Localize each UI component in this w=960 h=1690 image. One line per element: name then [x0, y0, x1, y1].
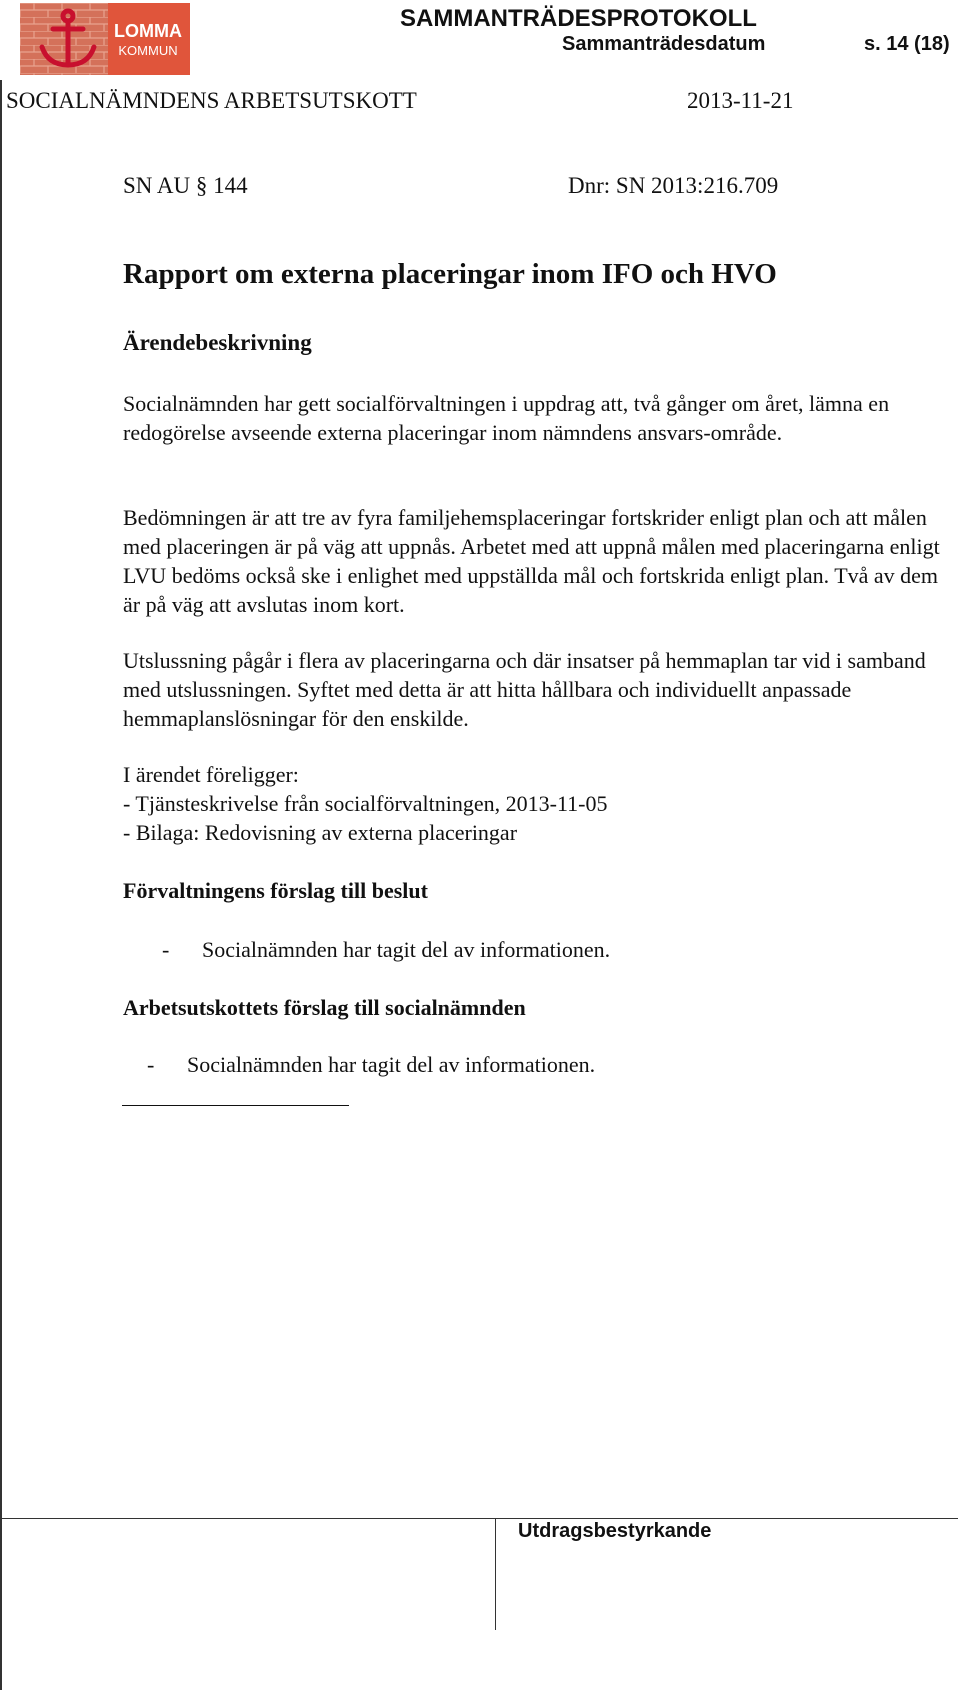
footer-divider	[495, 1518, 496, 1630]
certification-label: Utdragsbestyrkande	[518, 1520, 712, 1542]
case-title: Rapport om externa placeringar inom IFO och HVO	[123, 258, 777, 290]
bullet-dash: -	[147, 1052, 155, 1077]
committee-proposal-heading: Arbetsutskottets förslag till socialnämnden	[123, 995, 526, 1020]
committee-name: SOCIALNÄMNDENS ARBETSUTSKOTT	[6, 88, 417, 113]
document-type: SAMMANTRÄDESPROTOKOLL	[400, 5, 757, 32]
diary-number: Dnr: SN 2013:216.709	[568, 173, 779, 198]
paragraph-reference: SN AU § 144	[123, 173, 248, 198]
meeting-date: 2013-11-21	[687, 88, 794, 113]
case-paragraph-1: Socialnämnden har gett socialförvaltningen i uppdrag att, två gånger om året, lämna en redogörelse avseende externa placeringar inom nämndens ansvars-område.	[123, 391, 890, 445]
logo-name: LOMMA	[114, 21, 182, 41]
administration-proposal-item: Socialnämnden har tagit del av informationen.	[202, 937, 611, 962]
document-item: - Tjänsteskrivelse från socialförvaltningen, 2013-11-05	[123, 791, 608, 816]
case-paragraph-2: Bedömningen är att tre av fyra familjehemsplaceringar fortskrider enligt plan och att målen med placeringen är på väg att uppnås. Arbetet med att uppnå målen med placeringarna enligt LVU bedöms också ske i enlighet med uppställda mål och fortskrida enligt plan. Två av dem är på väg att avslutas inom kort.	[123, 505, 940, 617]
case-paragraph-3: Utslussning pågår i flera av placeringarna och där insatser på hemmaplan tar vid i samband med utslussningen. Syftet med detta är att hitta hållbara och individuellt anpassade hemmaplanslösningar för den enskilde.	[123, 648, 926, 731]
meeting-date-label: Sammanträdesdatum	[562, 33, 766, 55]
left-margin-rule	[0, 80, 2, 1690]
signature-line	[122, 1105, 349, 1106]
bullet-dash: -	[162, 937, 170, 962]
page-number: s. 14 (18)	[864, 33, 950, 55]
documents-intro: I ärendet föreligger:	[123, 762, 299, 787]
logo-sub: KOMMUN	[118, 43, 178, 58]
footer-rule	[0, 1518, 958, 1519]
document-item: - Bilaga: Redovisning av externa placeringar	[123, 820, 518, 845]
committee-proposal-item: Socialnämnden har tagit del av informationen.	[187, 1052, 596, 1077]
lomma-kommun-logo	[20, 3, 190, 75]
administration-proposal-heading: Förvaltningens förslag till beslut	[123, 878, 428, 903]
case-description-heading: Ärendebeskrivning	[123, 330, 312, 355]
